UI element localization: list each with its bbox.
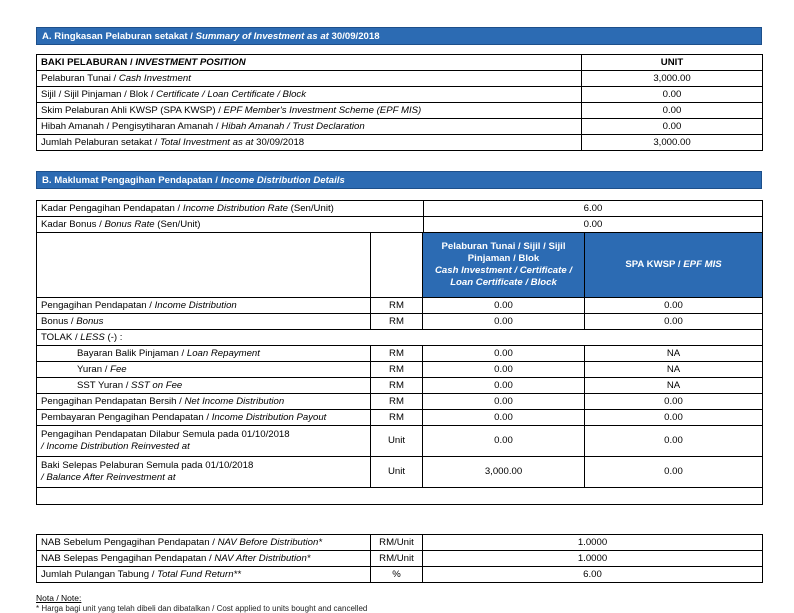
table-row: Bonus / Bonus RM 0.00 0.00	[37, 314, 763, 330]
table-header-row: BAKI PELABURAN / INVESTMENT POSITION UNIT	[37, 55, 763, 71]
section-b-header: B. Maklumat Pengagihan Pendapatan / Income Distribution Details	[36, 171, 762, 189]
table-row: Pengagihan Pendapatan Bersih / Net Income Distribution RM 0.00 0.00	[37, 394, 763, 410]
table-row: Jumlah Pulangan Tabung / Total Fund Return** % 6.00	[37, 567, 763, 583]
section-a-header: A. Ringkasan Pelaburan setakat / Summary of Investment as at 30/09/2018	[36, 27, 762, 45]
table-row: NAB Selepas Pengagihan Pendapatan / NAV After Distribution* RM/Unit 1.0000	[37, 551, 763, 567]
table-row: Pembayaran Pengagihan Pendapatan / Income Distribution Payout RM 0.00 0.00	[37, 410, 763, 426]
spacer-row	[37, 488, 763, 505]
table-row: Hibah Amanah / Pengisytiharan Amanah / Hibah Amanah / Trust Declaration 0.00	[37, 119, 763, 135]
distribution-details-table	[36, 232, 762, 505]
table-row: Sijil / Sijil Pinjaman / Blok / Certificate / Loan Certificate / Block 0.00	[37, 87, 763, 103]
table-row: Bayaran Balik Pinjaman / Loan Repayment RM 0.00 NA	[37, 346, 763, 362]
table-row: Skim Pelaburan Ahli KWSP (SPA KWSP) / EPF Member's Investment Scheme (EPF MIS) 0.00	[37, 103, 763, 119]
table-row: Kadar Pengagihan Pendapatan / Income Distribution Rate (Sen/Unit) 6.00	[37, 201, 763, 217]
table-row: NAB Sebelum Pengagihan Pendapatan / NAV Before Distribution* RM/Unit 1.0000	[37, 535, 763, 551]
column-header-cash: Pelaburan Tunai / Sijil / Sijil Pinjaman / Blok Cash Investment / Certificate / Loan Certificate / Block	[423, 233, 585, 298]
table-row: Yuran / Fee RM 0.00 NA	[37, 362, 763, 378]
table-row-reinvested: Pengagihan Pendapatan Dilabur Semula pada 01/10/2018 / Income Distribution Reinvested at Unit 0.00 0.00	[37, 426, 763, 457]
table-row: Pelaburan Tunai / Cash Investment 3,000.00	[37, 71, 763, 87]
table-row-balance: Baki Selepas Pelaburan Semula pada 01/10/2018 / Balance After Reinvestment at Unit 3,000.00 0.00	[37, 457, 763, 488]
column-header-epf: SPA KWSP / EPF MIS	[585, 233, 763, 298]
section-b	[36, 171, 762, 189]
table-header-row	[37, 233, 763, 298]
table-row: Pengagihan Pendapatan / Income Distribution RM 0.00 0.00	[37, 298, 763, 314]
table-row-total: Jumlah Pelaburan setakat / Total Investment as at 30/09/2018 3,000.00	[37, 135, 763, 151]
nav-table	[36, 534, 762, 583]
investment-position-table	[36, 54, 762, 151]
distribution-rates-table	[36, 200, 762, 233]
note-label: Nota / Note:	[36, 593, 82, 603]
section-a	[36, 27, 762, 45]
note-line: * Harga bagi unit yang telah dibeli dan dibatalkan / Cost applied to units bought and cancelled	[36, 604, 368, 613]
table-row: SST Yuran / SST on Fee RM 0.00 NA	[37, 378, 763, 394]
table-row: Kadar Bonus / Bonus Rate (Sen/Unit) 0.00	[37, 217, 763, 233]
less-row: TOLAK / LESS (-) :	[37, 330, 763, 346]
